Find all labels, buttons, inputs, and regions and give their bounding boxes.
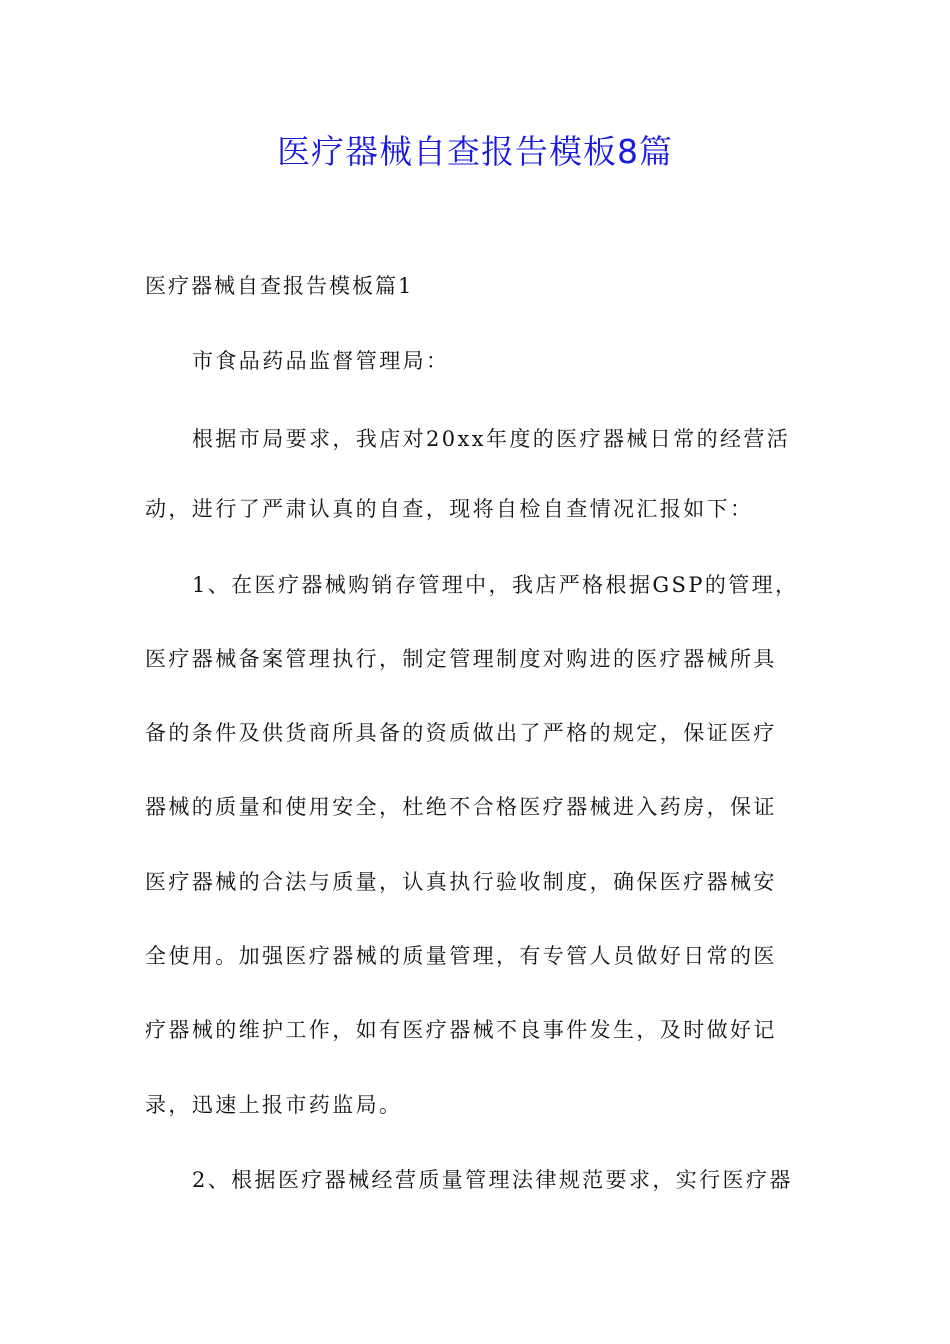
paragraph-line: 动，进行了严肃认真的自查，现将自检自查情况汇报如下： — [145, 497, 754, 521]
paragraph-line: 备的条件及供货商所具备的资质做出了严格的规定，保证医疗 — [145, 721, 777, 745]
paragraph-line: 疗器械的维护工作，如有医疗器械不良事件发生，及时做好记 — [145, 1018, 777, 1042]
section-heading: 医疗器械自查报告模板篇1 — [145, 274, 414, 298]
document-title: 医疗器械自查报告模板8篇 — [277, 132, 673, 171]
paragraph-line: 医疗器械的合法与质量，认真执行验收制度，确保医疗器械安 — [145, 870, 777, 894]
paragraph-line: 2、根据医疗器械经营质量管理法律规范要求，实行医疗器 — [192, 1168, 793, 1192]
addressee-line: 市食品药品监督管理局： — [192, 349, 450, 373]
paragraph-line: 根据市局要求，我店对20xx年度的医疗器械日常的经营活 — [192, 427, 791, 451]
paragraph-line: 1、在医疗器械购销存管理中，我店严格根据GSP的管理， — [192, 573, 799, 597]
paragraph-line: 全使用。加强医疗器械的质量管理，有专管人员做好日常的医 — [145, 944, 777, 968]
paragraph-line: 录，迅速上报市药监局。 — [145, 1093, 403, 1117]
paragraph-line: 器械的质量和使用安全，杜绝不合格医疗器械进入药房，保证 — [145, 795, 777, 819]
paragraph-line: 医疗器械备案管理执行，制定管理制度对购进的医疗器械所具 — [145, 647, 777, 671]
